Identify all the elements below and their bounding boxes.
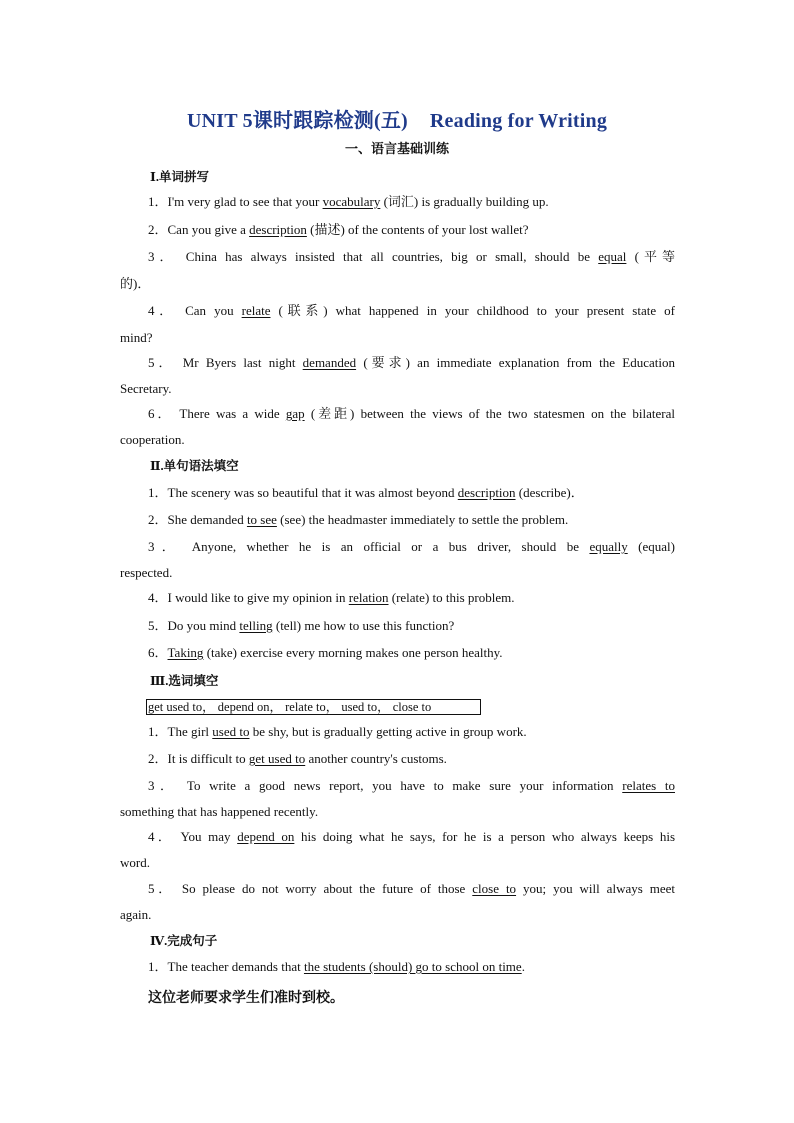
- s3-q3: 3． To write a good news report, you have to make sure your information relates to: [148, 778, 675, 793]
- s3-q5: 5． So please do not worry about the future of those close to you; you will always meet: [148, 881, 675, 896]
- s3-q3-cont: something that has happened recently.: [120, 804, 319, 819]
- s2-q2: 2．She demanded to see (see) the headmaster immediately to settle the problem.: [148, 512, 569, 527]
- document-title: [0, 104, 794, 133]
- answer: description: [249, 222, 307, 237]
- answer: gap: [285, 406, 305, 421]
- answer: equal: [598, 249, 627, 264]
- answer: close to: [472, 881, 517, 896]
- s1-q5: 5． Mr Byers last night demanded (要求) an immediate explanation from the Education: [148, 355, 675, 370]
- answer: to see: [246, 512, 277, 527]
- answer: relation: [348, 590, 389, 605]
- section-heading-grammar: Ⅱ.单句语法填空: [150, 459, 239, 473]
- s2-q1: 1．The scenery was so beautiful that it was almost beyond description (describe)．: [148, 485, 584, 500]
- s1-q2: 2．Can you give a description (描述) of the contents of your lost wallet?: [148, 222, 529, 237]
- word-bank-box: get used to， depend on， relate to， used to， close to: [146, 699, 481, 715]
- title-main: UNIT 5课时跟踪检测(五): [186, 110, 408, 132]
- s1-q6: 6． There was a wide gap (差距) between the views of the two statesmen on the bilateral: [148, 406, 675, 421]
- answer: Taking: [167, 645, 204, 660]
- s3-q2: 2．It is difficult to get used to another country's customs.: [148, 751, 447, 766]
- s2-q6: 6．Taking (take) exercise every morning makes one person healthy.: [148, 645, 503, 660]
- s3-q4: 4． You may depend on his doing what he says, for he is a person who always keeps his: [148, 829, 676, 844]
- s3-q5-cont: again.: [120, 907, 152, 922]
- s1-q4-cont: mind?: [120, 330, 153, 345]
- answer: demanded: [302, 355, 357, 370]
- s4-q1-translation: 这位老师要求学生们准时到校。: [148, 991, 344, 1006]
- s3-q4-cont: word.: [120, 855, 150, 870]
- answer: telling: [239, 618, 273, 633]
- section-heading-word-choice: Ⅲ.选词填空: [150, 674, 219, 688]
- s1-q1: 1．I'm very glad to see that your vocabulary (词汇) is gradually building up.: [148, 194, 549, 209]
- answer: depend on: [237, 829, 295, 844]
- answer: equally: [589, 539, 628, 554]
- answer: get used to: [248, 751, 306, 766]
- s4-q1: 1．The teacher demands that the students (should) go to school on time.: [148, 959, 525, 974]
- answer: relate: [241, 303, 271, 318]
- answer: relates to: [622, 778, 675, 793]
- s1-q3: 3． China has always insisted that all countries, big or small, should be equal (平等: [148, 249, 675, 264]
- s2-q3-cont: respected.: [120, 565, 173, 580]
- answer: the students (should) go to school on time: [303, 959, 522, 974]
- s1-q6-cont: cooperation.: [120, 432, 185, 447]
- answer: vocabulary: [322, 194, 381, 209]
- answer: description: [457, 485, 516, 500]
- section-heading-spelling: Ⅰ.单词拼写: [150, 170, 209, 184]
- s1-q5-cont: Secretary.: [120, 381, 172, 396]
- s2-q4: 4．I would like to give my opinion in relation (relate) to this problem.: [148, 590, 515, 605]
- part-heading: 一、语言基础训练: [344, 141, 449, 156]
- s1-q3-cont: 的)．: [120, 276, 151, 291]
- s2-q3: 3． Anyone, whether he is an official or a bus driver, should be equally (equal): [148, 539, 675, 554]
- s2-q5: 5．Do you mind telling (tell) me how to use this function?: [148, 618, 455, 633]
- s1-q4: 4． Can you relate (联系) what happened in your childhood to your present state of: [148, 303, 675, 318]
- section-heading-complete-sentences: Ⅳ.完成句子: [150, 934, 218, 948]
- answer: used to: [212, 724, 250, 739]
- title-sub: Reading for Writing: [429, 110, 608, 132]
- s3-q1: 1．The girl used to be shy, but is gradually getting active in group work.: [148, 724, 527, 739]
